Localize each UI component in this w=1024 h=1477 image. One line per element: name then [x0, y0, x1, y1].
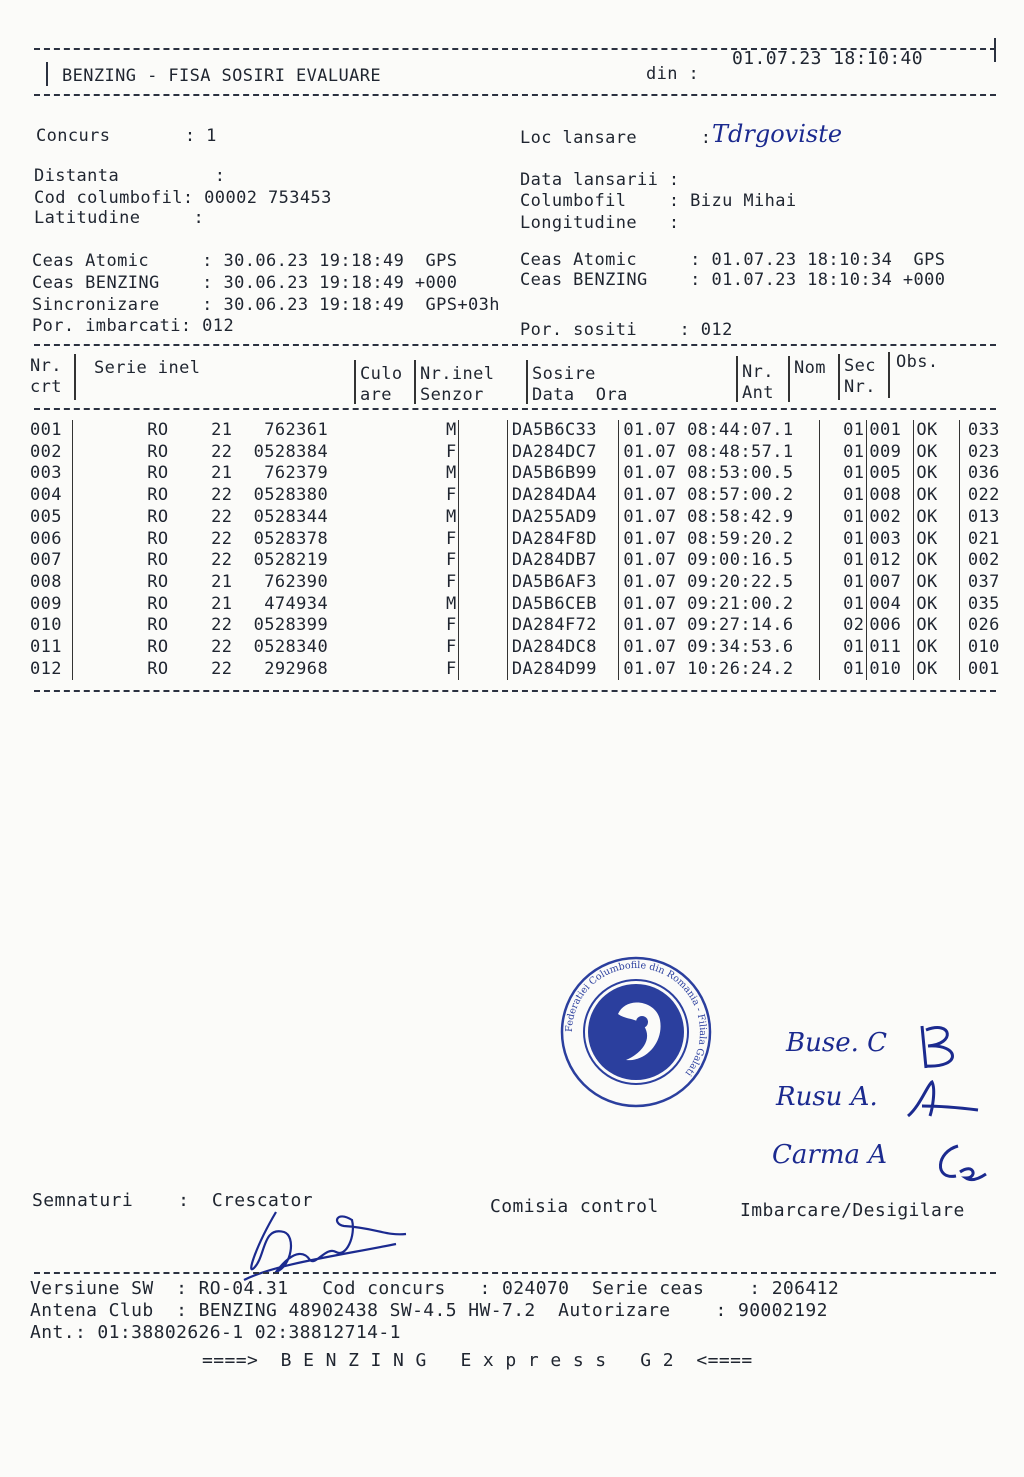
row-sec: OK: [914, 637, 960, 659]
row-sex: F: [445, 637, 457, 658]
table-row: [30, 485, 1024, 507]
row-nr: 002: [30, 442, 73, 464]
row-sex: F: [445, 528, 457, 549]
row-nr: 012: [30, 659, 73, 681]
clock-left-benzing: Ceas BENZING : 30.06.23 19:18:49 +000: [32, 273, 458, 293]
row-sec: OK: [914, 615, 960, 637]
row-obs: 023: [967, 441, 1000, 462]
row-culoare: [458, 594, 507, 616]
row-nom: 001: [867, 420, 914, 442]
document-title: BENZING - FISA SOSIRI EVALUARE: [62, 66, 382, 86]
loc-lansare-label: Loc lansare :: [520, 128, 712, 148]
row-sec: OK: [914, 507, 960, 529]
row-ant: 01: [820, 637, 867, 659]
distanta-label: Distanta :: [34, 166, 237, 186]
row-senzor: DA5B6CEB: [507, 594, 618, 616]
row-culoare: [458, 507, 507, 529]
row-culoare: [458, 420, 507, 442]
row-sec: OK: [914, 442, 960, 464]
row-sex: M: [445, 420, 457, 440]
row-serie: RO 21 762361: [147, 420, 329, 440]
imbarcati-count: Por. imbarcati: 012: [32, 316, 235, 336]
row-nr: 009: [30, 594, 73, 616]
clock-right-atomic: Ceas Atomic : 01.07.23 18:10:34 GPS: [520, 250, 946, 270]
row-ant: 01: [820, 485, 867, 507]
row-senzor: DA284D99: [507, 659, 618, 681]
row-sec: OK: [914, 572, 960, 594]
row-senzor: DA284F72: [507, 615, 618, 637]
row-obs: 001: [967, 658, 1000, 679]
concurs-value: 1: [206, 126, 217, 146]
row-nr: 005: [30, 507, 73, 529]
row-obs: 037: [967, 571, 1000, 592]
row-serie: RO 22 0528399: [147, 615, 329, 636]
handwritten-name-2: Rusu A.: [776, 1082, 878, 1112]
columbofil-label: Columbofil : Bizu Mihai: [520, 191, 797, 211]
row-nr: 004: [30, 485, 73, 507]
table-bottom-rule: [34, 690, 996, 692]
col-divider: [526, 360, 528, 404]
row-ant: 01: [820, 420, 867, 442]
handwritten-name-1: Buse. C: [786, 1028, 888, 1058]
table-row: [30, 572, 1024, 594]
row-sec: OK: [914, 550, 960, 572]
row-senzor: DA284DC8: [507, 637, 618, 659]
comisia-label: Comisia control: [490, 1196, 659, 1217]
row-obs: 035: [967, 593, 1000, 614]
data-lansarii-label: Data lansarii :: [520, 170, 691, 190]
row-nr: 003: [30, 463, 73, 485]
arrivals-table: [30, 420, 1024, 680]
col-header-obs: Obs.: [896, 352, 939, 372]
row-sec: OK: [914, 659, 960, 681]
row-nom: 008: [867, 485, 914, 507]
row-sosire: 01.07 09:20:22.5: [619, 572, 820, 594]
handwritten-name-3: Carma A: [772, 1140, 888, 1170]
row-sosire: 01.07 08:57:00.2: [619, 485, 820, 507]
row-sec: OK: [914, 529, 960, 551]
row-sec: OK: [914, 420, 960, 442]
row-ant: 01: [820, 572, 867, 594]
row-obs: 002: [967, 550, 1000, 571]
col-header-serie: Serie inel: [94, 358, 201, 378]
clock-right-benzing: Ceas BENZING : 01.07.23 18:10:34 +000: [520, 270, 946, 290]
table-row: [30, 594, 1024, 616]
row-obs: 026: [967, 615, 1000, 636]
col-divider: [888, 352, 890, 398]
row-sosire: 01.07 08:59:20.2: [619, 529, 820, 551]
col-header-sec: Sec Nr.: [844, 356, 876, 397]
row-senzor: DA255AD9: [507, 507, 618, 529]
federation-stamp: [556, 952, 716, 1112]
row-nom: 012: [867, 550, 914, 572]
row-obs: 022: [967, 485, 1000, 506]
cod-columbofil-value: 00002 753453: [204, 188, 332, 208]
row-sosire: 01.07 09:21:00.2: [619, 594, 820, 616]
row-culoare: [458, 659, 507, 681]
initial-signature-2: [902, 1076, 982, 1126]
table-row: [30, 659, 1024, 681]
row-nom: 009: [867, 442, 914, 464]
col-header-ant: Nr. Ant: [742, 362, 774, 403]
row-culoare: [458, 637, 507, 659]
clock-left-sync: Sincronizare : 30.06.23 19:18:49 GPS+03h: [32, 295, 500, 315]
row-ant: 01: [820, 594, 867, 616]
sositi-count: Por. sositi : 012: [520, 320, 733, 340]
row-sex: F: [445, 658, 457, 679]
row-senzor: DA5B6AF3: [507, 572, 618, 594]
loc-lansare-value: Tdrgoviste: [712, 120, 843, 148]
footer-top-rule: [34, 1272, 996, 1274]
table-row: [30, 529, 1024, 551]
row-obs: 013: [967, 506, 1000, 527]
row-nom: 005: [867, 463, 914, 485]
columbofil-value: Bizu Mihai: [690, 191, 797, 211]
row-sosire: 01.07 10:26:24.2: [619, 659, 820, 681]
row-sex: F: [445, 550, 457, 571]
row-culoare: [458, 615, 507, 637]
table-row: [30, 420, 1024, 442]
row-nr: 011: [30, 637, 73, 659]
row-sex: M: [445, 593, 457, 614]
row-ant: 01: [820, 659, 867, 681]
row-ant: 01: [820, 463, 867, 485]
row-sex: F: [445, 571, 457, 592]
col-divider: [838, 354, 840, 400]
row-nr: 008: [30, 572, 73, 594]
col-header-nr: Nr. crt: [30, 356, 62, 397]
semnaturi-label: Semnaturi : Crescator: [32, 1190, 313, 1211]
table-row: [30, 507, 1024, 529]
row-sex: M: [445, 463, 457, 484]
row-ant: 01: [820, 507, 867, 529]
row-sosire: 01.07 08:58:42.9: [619, 507, 820, 529]
imbarcare-label: Imbarcare/Desigilare: [740, 1200, 965, 1221]
header-right-bar: [994, 38, 996, 62]
row-sex: F: [445, 485, 457, 506]
col-header-culoare: Culo are: [360, 364, 403, 405]
row-sosire: 01.07 09:34:53.6: [619, 637, 820, 659]
col-divider: [736, 356, 738, 402]
row-senzor: DA284DA4: [507, 485, 618, 507]
row-serie: RO 21 762390: [147, 571, 329, 592]
row-sex: F: [445, 615, 457, 636]
row-serie: RO 22 0528219: [147, 550, 329, 571]
row-ant: 02: [820, 615, 867, 637]
stamp-text: Federatiei Columbofile din Romania - Filiala Galati: [563, 959, 709, 1079]
row-sex: F: [445, 441, 457, 462]
row-sosire: 01.07 09:00:16.5: [619, 550, 820, 572]
row-sosire: 01.07 08:44:07.1: [619, 420, 820, 442]
col-header-sosire: Sosire Data Ora: [532, 364, 628, 405]
cod-columbofil-label: Cod columbofil: 00002 753453: [34, 188, 332, 208]
table-top-rule: [34, 344, 996, 346]
antena-club: Antena Club : BENZING 48902438 SW-4.5 HW-7.2 Autorizare : 90002192: [30, 1300, 828, 1321]
row-senzor: DA5B6C33: [507, 420, 618, 442]
row-nr: 006: [30, 529, 73, 551]
row-serie: RO 22 0528340: [147, 637, 329, 658]
row-nom: 002: [867, 507, 914, 529]
table-header-rule: [34, 408, 996, 410]
row-ant: 01: [820, 442, 867, 464]
benzing-express-line: ====> B E N Z I N G E x p r e s s G 2 <====: [202, 1350, 753, 1371]
row-culoare: [458, 463, 507, 485]
row-nom: 011: [867, 637, 914, 659]
row-senzor: DA284F8D: [507, 529, 618, 551]
row-nr: 001: [30, 420, 73, 442]
initial-signature-1: [912, 1016, 982, 1076]
table-row: [30, 550, 1024, 572]
row-culoare: [458, 442, 507, 464]
versiune-sw: Versiune SW : RO-04.31 Cod concurs : 024070 Serie ceas : 206412: [30, 1278, 840, 1299]
col-header-senzor: Nr.inel Senzor: [420, 364, 495, 405]
row-sosire: 01.07 08:53:00.5: [619, 463, 820, 485]
col-divider: [74, 354, 76, 400]
row-sosire: 01.07 08:48:57.1: [619, 442, 820, 464]
row-culoare: [458, 572, 507, 594]
row-sex: M: [445, 506, 457, 527]
table-row: [30, 637, 1024, 659]
row-sec: OK: [914, 485, 960, 507]
row-serie: RO 22 0528378: [147, 528, 329, 549]
row-culoare: [458, 485, 507, 507]
din-label: din :: [646, 64, 700, 84]
row-senzor: DA284DB7: [507, 550, 618, 572]
row-sec: OK: [914, 594, 960, 616]
longitudine-label: Longitudine :: [520, 213, 691, 233]
row-culoare: [458, 529, 507, 551]
row-nom: 003: [867, 529, 914, 551]
row-serie: RO 22 0528380: [147, 485, 329, 506]
col-divider: [354, 360, 356, 404]
latitudine-label: Latitudine :: [34, 208, 215, 228]
col-divider: [414, 360, 416, 404]
crescator-label: Crescator: [211, 1190, 313, 1211]
row-culoare: [458, 550, 507, 572]
row-serie: RO 21 474934: [147, 593, 329, 614]
col-header-nom: Nom: [794, 358, 826, 378]
table-row: [30, 463, 1024, 485]
table-row: [30, 615, 1024, 637]
row-nom: 004: [867, 594, 914, 616]
row-obs: 033: [967, 420, 1000, 440]
clock-left-atomic: Ceas Atomic : 30.06.23 19:18:49 GPS: [32, 251, 458, 271]
row-nom: 007: [867, 572, 914, 594]
concurs-label: Concurs : 1: [36, 126, 217, 146]
antenna-line: Ant.: 01:38802626-1 02:38812714-1: [30, 1322, 401, 1343]
row-serie: RO 22 292968: [147, 658, 329, 679]
row-serie: RO 21 762379: [147, 463, 329, 484]
row-obs: 036: [967, 463, 1000, 484]
row-nr: 007: [30, 550, 73, 572]
crescator-signature: [236, 1206, 416, 1286]
row-senzor: DA284DC7: [507, 442, 618, 464]
header-bottom-rule: [34, 94, 996, 96]
row-serie: RO 22 0528384: [147, 441, 329, 462]
row-obs: 021: [967, 528, 1000, 549]
row-obs: 010: [967, 637, 1000, 658]
row-sec: OK: [914, 463, 960, 485]
row-nom: 006: [867, 615, 914, 637]
din-value: 01.07.23 18:10:40: [732, 48, 924, 69]
row-nr: 010: [30, 615, 73, 637]
table-row: [30, 442, 1024, 464]
header-left-bar: [46, 62, 48, 86]
row-ant: 01: [820, 550, 867, 572]
row-ant: 01: [820, 529, 867, 551]
col-divider: [788, 356, 790, 402]
initial-signature-3: [930, 1138, 990, 1188]
row-senzor: DA5B6B99: [507, 463, 618, 485]
row-sosire: 01.07 09:27:14.6: [619, 615, 820, 637]
row-nom: 010: [867, 659, 914, 681]
row-serie: RO 22 0528344: [147, 506, 329, 527]
